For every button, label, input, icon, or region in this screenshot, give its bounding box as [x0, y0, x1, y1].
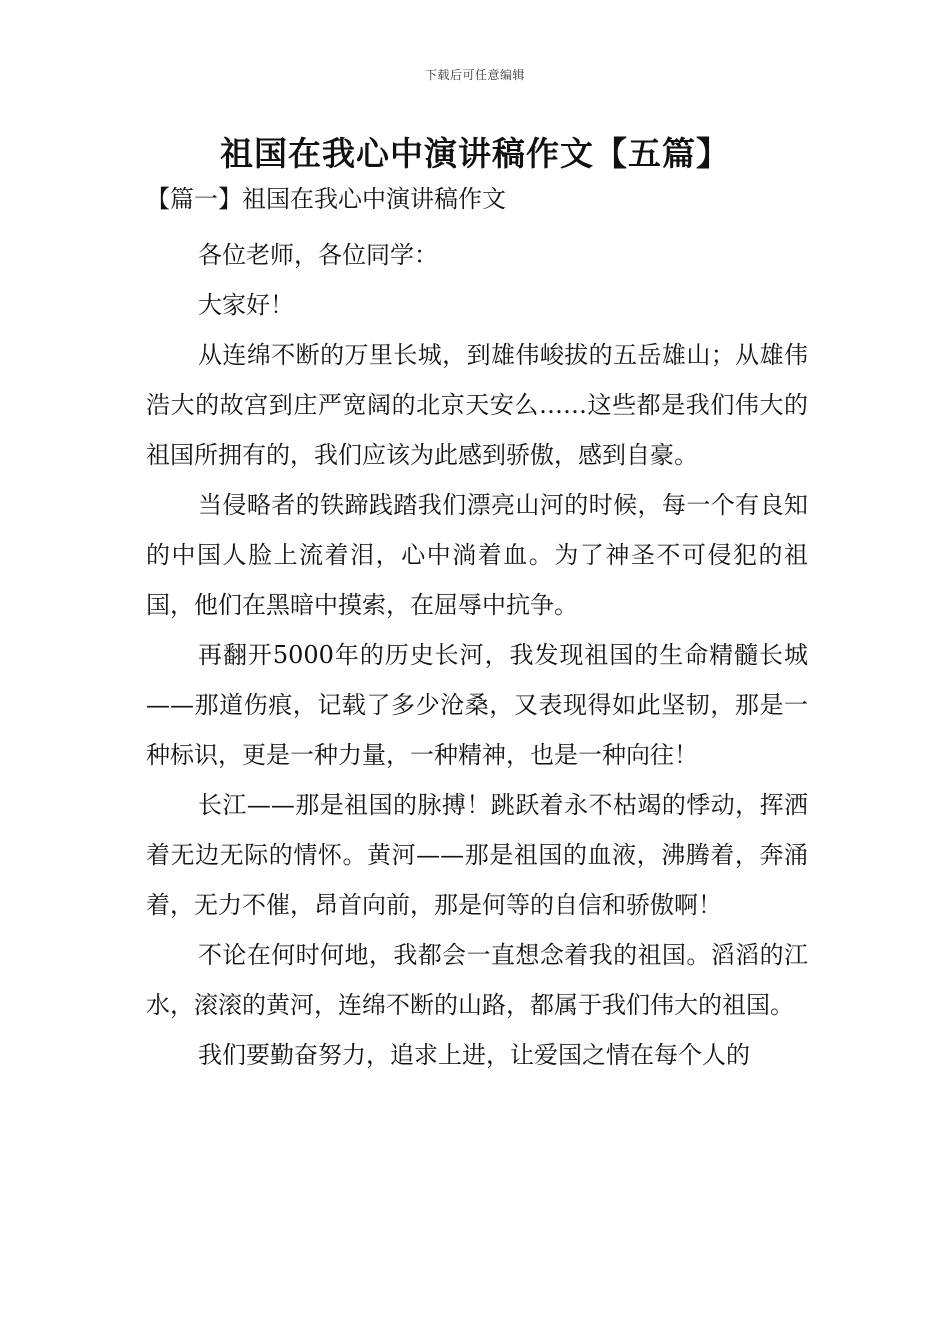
paragraph-greeting: 各位老师，各位同学： — [198, 241, 438, 269]
paragraph: 我们要勤奋努力，追求上进，让爱国之情在每个人的 — [198, 1041, 750, 1069]
paragraph: 再翻开5000年的历史长河，我发现祖国的生命精髓长城——那道伤痕，记载了多少沧桑，又表现得如此坚韧，那是一种标识，更是一种力量，一种精神，也是一种向往！ — [146, 641, 808, 769]
document-body — [146, 180, 808, 1080]
paragraph-hello: 大家好！ — [198, 291, 294, 319]
paragraph: 长江——那是祖国的脉搏！跳跃着永不枯竭的悸动，挥洒着无边无际的情怀。黄河——那是祖国的血液，沸腾着，奔涌着，无力不催，昂首向前，那是何等的自信和骄傲啊！ — [146, 791, 808, 919]
section-heading: 【篇一】祖国在我心中演讲稿作文 — [146, 185, 506, 213]
paragraph: 不论在何时何地，我都会一直想念着我的祖国。滔滔的江水，滚滚的黄河，连绵不断的山路，都属于我们伟大的祖国。 — [146, 941, 808, 1019]
paragraph: 从连绵不断的万里长城，到雄伟峻拔的五岳雄山；从雄伟浩大的故宫到庄严宽阔的北京天安么……这些都是我们伟大的祖国所拥有的，我们应该为此感到骄傲，感到自豪。 — [146, 341, 808, 469]
header-note: 下载后可任意编辑 — [424, 68, 525, 82]
paragraph: 当侵略者的铁蹄践踏我们漂亮山河的时候，每一个有良知的中国人脸上流着泪，心中淌着血。为了神圣不可侵犯的祖国，他们在黑暗中摸索，在屈辱中抗争。 — [146, 491, 808, 619]
document-title: 祖国在我心中演讲稿作文【五篇】 — [220, 134, 730, 173]
